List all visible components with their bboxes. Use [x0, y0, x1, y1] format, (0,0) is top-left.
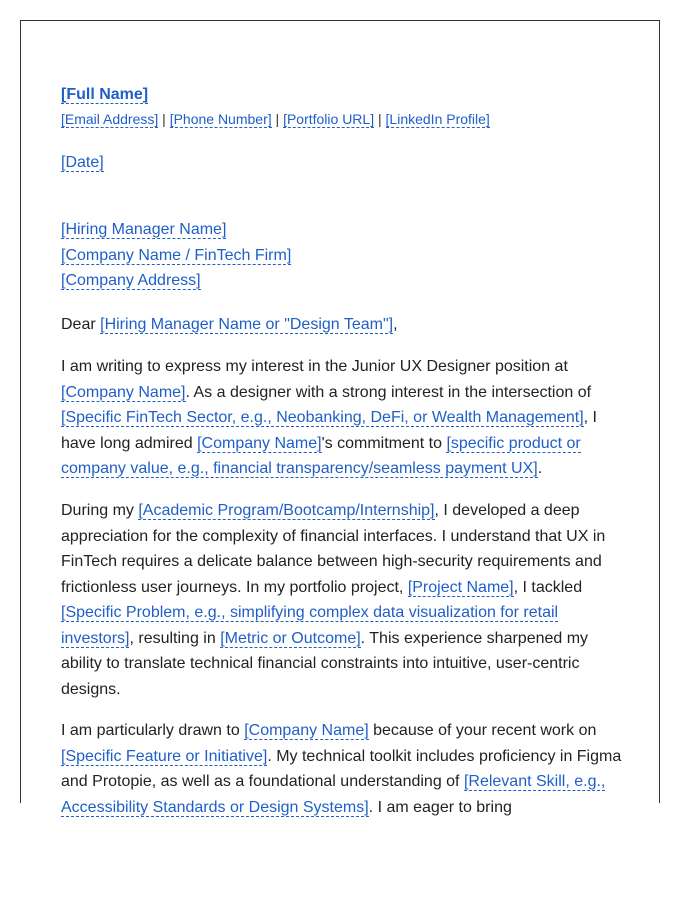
placeholder-field[interactable]: [Relevant Skill, e.g., Accessibility Standards or Design Systems] [61, 773, 606, 816]
placeholder-field[interactable]: [Academic Program/Bootcamp/Internship] [138, 502, 435, 519]
paragraph-text: , I developed a deep appreciation for the complexity of financial interfaces. I understand that UX in FinTech requires a delicate balance between high-security requirements and frictionless user journeys. In my portfolio project, [61, 502, 606, 596]
hiring-manager-placeholder[interactable]: [Hiring Manager Name] [61, 221, 227, 238]
paragraph-text: , I tackled [513, 578, 583, 596]
placeholder-field[interactable]: [Specific FinTech Sector, e.g., Neobanking, DeFi, or Wealth Management] [61, 409, 584, 426]
contact-line [61, 110, 490, 128]
paragraph-text: because of your recent work on [368, 722, 597, 739]
separator: | [271, 111, 284, 127]
recipient-block [61, 217, 291, 294]
linkedin-placeholder[interactable]: [LinkedIn Profile] [385, 111, 490, 127]
greeting-suffix: , [393, 316, 398, 333]
paragraph-text: . I am eager to bring [368, 798, 512, 816]
placeholder-field[interactable]: [Specific Problem, e.g., simplifying complex data visualization for retail investors] [61, 604, 559, 647]
paragraph-text: , resulting in [129, 629, 221, 647]
letter-page [20, 20, 660, 816]
separator: | [374, 111, 386, 127]
placeholder-field[interactable]: [Company Name] [61, 383, 186, 401]
separator: | [158, 111, 170, 127]
placeholder-field[interactable]: [Company Name] [197, 434, 322, 452]
placeholder-field[interactable]: [Metric or Outcome] [220, 629, 361, 647]
paragraph-text: . This experience sharpened my ability to translate technical financial constraints into intuitive, user-centric designs. [61, 629, 589, 698]
paragraph-text: . My technical toolkit includes proficiency in Figma and Protopie, as well as a foundational understanding of [61, 747, 622, 790]
greeting [61, 315, 398, 335]
placeholder-field[interactable]: [Company Name] [244, 722, 369, 739]
greeting-prefix: Dear [61, 316, 101, 333]
body-paragraph-2 [61, 498, 626, 702]
company-placeholder[interactable]: [Company Name / FinTech Firm] [61, 246, 292, 264]
paragraph-text: 's commitment to [321, 434, 447, 452]
email-placeholder[interactable]: [Email Address] [61, 111, 159, 127]
portfolio-placeholder[interactable]: [Portfolio URL] [283, 111, 375, 127]
date-line [61, 153, 104, 173]
paragraph-text: , I have long admired [61, 409, 597, 452]
paragraph-text: . As a designer with a strong interest in the intersection of [185, 383, 592, 401]
placeholder-field[interactable]: [Project Name] [407, 578, 514, 596]
greeting-name-placeholder[interactable]: [Hiring Manager Name or "Design Team"] [100, 316, 394, 333]
date-placeholder[interactable]: [Date] [61, 154, 104, 171]
paragraph-text: . [537, 460, 543, 477]
paragraph-text: During my [61, 502, 139, 519]
company-address-placeholder[interactable]: [Company Address] [61, 272, 201, 289]
body-paragraph-3 [61, 718, 626, 820]
full-name [61, 85, 148, 105]
paragraph-text: I am particularly drawn to [61, 722, 245, 739]
body-paragraph-1 [61, 354, 626, 482]
placeholder-field[interactable]: [specific product or company value, e.g., financial transparency/seamless payment UX] [61, 434, 581, 477]
full-name-placeholder[interactable]: [Full Name] [61, 86, 149, 103]
paragraph-text: I am writing to express my interest in the Junior UX Designer position at [61, 358, 568, 375]
placeholder-field[interactable]: [Specific Feature or Initiative] [61, 747, 268, 765]
phone-placeholder[interactable]: [Phone Number] [169, 111, 272, 127]
